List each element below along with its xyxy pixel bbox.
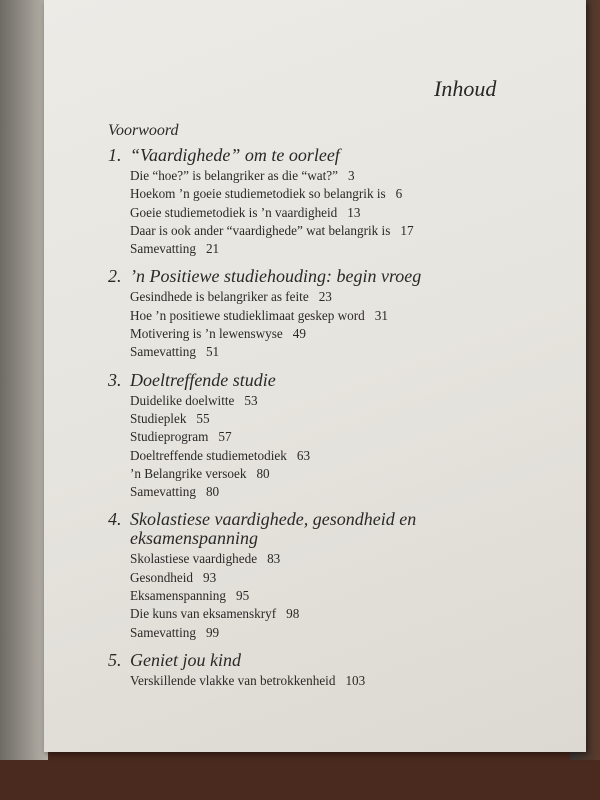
entry-page-number: 95 <box>235 588 250 604</box>
toc-chapter <box>108 510 430 641</box>
toc-entry <box>108 465 430 483</box>
entry-text: Gesondheid <box>130 569 193 585</box>
entry-text: Skolastiese vaardighede <box>130 551 258 567</box>
entry-page-number: 21 <box>205 241 220 257</box>
entry-text: Motivering is ’n lewenswyse <box>130 326 283 342</box>
entry-page-number: 53 <box>244 392 258 408</box>
entry-text: Studieprogram <box>130 429 209 445</box>
entry-page-number: 55 <box>196 410 210 426</box>
entry-text: Samevatting <box>130 484 196 500</box>
entry-page-number: 6 <box>395 186 403 202</box>
toc-entry <box>108 240 430 258</box>
entry-text: Hoe ’n positiewe studieklimaat geskep word <box>130 307 365 323</box>
chapter-heading <box>108 146 430 165</box>
chapter-number: 2. <box>108 266 122 287</box>
chapter-title: Geniet jou kind <box>130 649 241 670</box>
entry-text: ’n Belangrike versoek <box>130 465 247 481</box>
entry-text: Hoekom ’n goeie studiemetodiek so belangrik is <box>130 186 386 202</box>
page-title: Inhoud <box>434 76 497 101</box>
toc-entry <box>108 587 430 605</box>
toc-foreword: Voorwoord <box>108 122 179 139</box>
toc-entry <box>108 307 430 325</box>
chapter-title: Skolastiese vaardighede, gesondheid en eksamenspanning <box>130 509 417 549</box>
entry-page-number: 80 <box>256 465 270 481</box>
toc-entry <box>108 410 430 428</box>
toc-entry <box>108 624 430 642</box>
toc-chapter <box>108 267 430 361</box>
toc-entry <box>108 392 430 410</box>
entry-text: Eksamenspanning <box>130 588 226 604</box>
entry-text: Die kuns van eksamenskryf <box>130 606 277 622</box>
toc-entry <box>108 483 430 501</box>
toc-entry <box>108 428 430 446</box>
toc-entry <box>108 325 430 343</box>
entry-page-number: 13 <box>347 204 361 220</box>
entry-page-number: 98 <box>286 606 300 622</box>
table-of-contents <box>108 121 430 699</box>
toc-chapter <box>108 371 430 502</box>
chapter-number: 1. <box>108 145 122 165</box>
chapter-heading <box>108 371 430 390</box>
entry-text: Gesindhede is belangriker as feite <box>130 289 309 305</box>
entry-text: Duidelike doelwitte <box>130 392 235 408</box>
toc-chapter <box>108 651 430 690</box>
chapter-title: “Vaardighede” om te oorleef <box>130 145 340 165</box>
toc-entry <box>108 672 430 690</box>
entry-page-number: 93 <box>203 569 217 585</box>
entry-text: Die “hoe?” is belangriker as die “wat?” <box>130 168 338 183</box>
entry-page-number: 99 <box>205 624 220 640</box>
entry-page-number: 83 <box>267 551 281 567</box>
entry-page-number: 31 <box>374 307 388 323</box>
toc-chapter <box>108 146 430 258</box>
entry-text: Samevatting <box>130 241 196 257</box>
chapter-number: 5. <box>108 649 122 670</box>
entry-text: Studieplek <box>130 410 187 426</box>
entry-text: Doeltreffende studiemetodiek <box>130 447 287 463</box>
toc-entry <box>108 550 430 568</box>
toc-entry <box>108 222 430 240</box>
entry-text: Samevatting <box>130 624 196 640</box>
chapter-heading <box>108 651 430 670</box>
chapter-title: ’n Positiewe studiehouding: begin vroeg <box>130 266 422 287</box>
toc-entry <box>108 343 430 361</box>
chapter-heading <box>108 510 430 548</box>
toc-entry <box>108 167 430 185</box>
entry-text: Samevatting <box>130 344 196 360</box>
entry-page-number: 3 <box>347 168 355 183</box>
toc-entry <box>108 288 430 306</box>
toc-entry <box>108 447 430 465</box>
toc-entry <box>108 204 430 222</box>
entry-page-number: 57 <box>218 429 232 445</box>
entry-page-number: 103 <box>345 672 366 688</box>
entry-page-number: 51 <box>205 344 220 360</box>
entry-page-number: 17 <box>400 222 414 238</box>
toc-entry <box>108 185 430 203</box>
chapter-heading <box>108 267 430 286</box>
entry-page-number: 49 <box>292 326 306 342</box>
book-page <box>44 0 586 752</box>
entry-text: Verskillende vlakke van betrokkenheid <box>130 672 336 688</box>
adjacent-page-edge <box>0 0 48 760</box>
chapter-number: 4. <box>108 509 122 530</box>
chapter-number: 3. <box>108 369 122 390</box>
toc-entry <box>108 569 430 587</box>
entry-text: Goeie studiemetodiek is ’n vaardigheid <box>130 204 338 220</box>
entry-page-number: 23 <box>318 289 332 305</box>
entry-page-number: 63 <box>296 447 311 463</box>
chapter-title: Doeltreffende studie <box>130 369 276 390</box>
entry-text: Daar is ook ander “vaardighede” wat belangrik is <box>130 222 391 238</box>
entry-page-number: 80 <box>205 484 220 500</box>
toc-entry <box>108 605 430 623</box>
